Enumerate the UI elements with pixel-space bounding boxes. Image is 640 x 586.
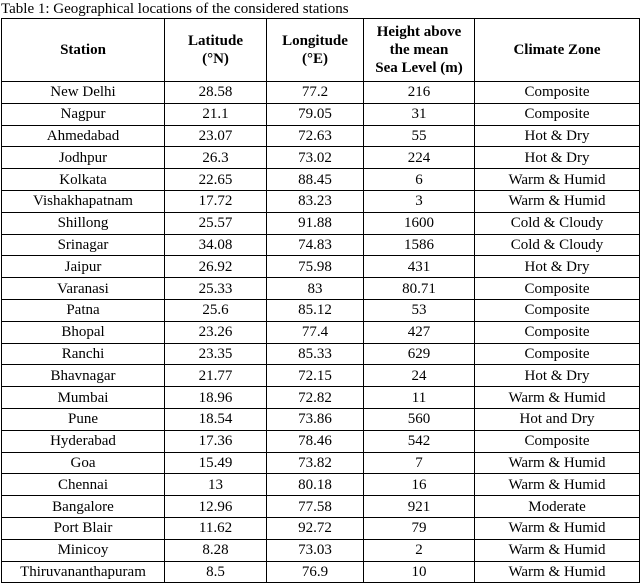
climate-zone-cell: Warm & Humid [475, 387, 640, 409]
latitude-cell: 8.28 [165, 539, 267, 561]
latitude-cell: 25.6 [165, 299, 267, 321]
longitude-cell: 78.46 [267, 430, 364, 452]
height-cell: 427 [364, 321, 475, 343]
column-header-line: Climate Zone [513, 42, 601, 58]
latitude-cell: 22.65 [165, 169, 267, 191]
table-row [2, 517, 640, 539]
height-cell: 80.71 [364, 278, 475, 300]
station-cell: Srinagar [2, 234, 165, 256]
latitude-cell: 21.77 [165, 365, 267, 387]
climate-zone-cell: Warm & Humid [475, 452, 640, 474]
station-cell: Nagpur [2, 103, 165, 125]
climate-zone-cell: Composite [475, 82, 640, 104]
column-header-line: (°E) [302, 51, 328, 67]
latitude-cell: 15.49 [165, 452, 267, 474]
station-cell: Varanasi [2, 278, 165, 300]
longitude-cell: 73.86 [267, 408, 364, 430]
table-row [2, 474, 640, 496]
height-cell: 2 [364, 539, 475, 561]
climate-zone-cell: Hot and Dry [475, 408, 640, 430]
table-row [2, 82, 640, 104]
climate-zone-cell: Composite [475, 278, 640, 300]
table-row [2, 452, 640, 474]
longitude-cell: 83 [267, 278, 364, 300]
height-cell: 921 [364, 496, 475, 518]
height-cell: 1600 [364, 212, 475, 234]
longitude-cell: 72.63 [267, 125, 364, 147]
longitude-cell: 72.15 [267, 365, 364, 387]
station-cell: Ranchi [2, 343, 165, 365]
table-row [2, 365, 640, 387]
latitude-cell: 25.57 [165, 212, 267, 234]
height-cell: 6 [364, 169, 475, 191]
climate-zone-cell: Moderate [475, 496, 640, 518]
climate-zone-cell: Warm & Humid [475, 474, 640, 496]
station-cell: Minicoy [2, 539, 165, 561]
longitude-cell: 73.03 [267, 539, 364, 561]
climate-zone-cell: Warm & Humid [475, 561, 640, 583]
column-header-line: Sea Level (m) [375, 60, 463, 76]
column-header-height [364, 19, 475, 82]
height-cell: 24 [364, 365, 475, 387]
table-row [2, 321, 640, 343]
climate-zone-cell: Cold & Cloudy [475, 234, 640, 256]
longitude-cell: 92.72 [267, 517, 364, 539]
longitude-cell: 73.82 [267, 452, 364, 474]
height-cell: 431 [364, 256, 475, 278]
latitude-cell: 26.3 [165, 147, 267, 169]
height-cell: 11 [364, 387, 475, 409]
table-row [2, 169, 640, 191]
table-row [2, 387, 640, 409]
climate-zone-cell: Hot & Dry [475, 125, 640, 147]
height-cell: 7 [364, 452, 475, 474]
latitude-cell: 23.26 [165, 321, 267, 343]
climate-zone-cell: Hot & Dry [475, 256, 640, 278]
longitude-cell: 85.33 [267, 343, 364, 365]
table-row [2, 430, 640, 452]
longitude-cell: 72.82 [267, 387, 364, 409]
latitude-cell: 25.33 [165, 278, 267, 300]
climate-zone-cell: Composite [475, 321, 640, 343]
height-cell: 79 [364, 517, 475, 539]
latitude-cell: 17.72 [165, 190, 267, 212]
latitude-cell: 11.62 [165, 517, 267, 539]
table-row [2, 539, 640, 561]
longitude-cell: 85.12 [267, 299, 364, 321]
latitude-cell: 26.92 [165, 256, 267, 278]
longitude-cell: 77.4 [267, 321, 364, 343]
longitude-cell: 88.45 [267, 169, 364, 191]
station-cell: Bhavnagar [2, 365, 165, 387]
latitude-cell: 34.08 [165, 234, 267, 256]
station-cell: New Delhi [2, 82, 165, 104]
header-row [2, 19, 640, 82]
stations-table [1, 18, 640, 583]
climate-zone-cell: Warm & Humid [475, 517, 640, 539]
station-cell: Port Blair [2, 517, 165, 539]
table-body [2, 82, 640, 583]
column-header-line: (°N) [202, 51, 229, 67]
height-cell: 3 [364, 190, 475, 212]
station-cell: Bangalore [2, 496, 165, 518]
latitude-cell: 18.54 [165, 408, 267, 430]
latitude-cell: 8.5 [165, 561, 267, 583]
table-row [2, 299, 640, 321]
climate-zone-cell: Hot & Dry [475, 365, 640, 387]
latitude-cell: 12.96 [165, 496, 267, 518]
climate-zone-cell: Warm & Humid [475, 190, 640, 212]
height-cell: 31 [364, 103, 475, 125]
column-header-line: Height above [376, 24, 462, 40]
climate-zone-cell: Composite [475, 299, 640, 321]
table-row [2, 256, 640, 278]
latitude-cell: 28.58 [165, 82, 267, 104]
station-cell: Patna [2, 299, 165, 321]
station-cell: Kolkata [2, 169, 165, 191]
longitude-cell: 77.58 [267, 496, 364, 518]
station-cell: Bhopal [2, 321, 165, 343]
station-cell: Pune [2, 408, 165, 430]
climate-zone-cell: Warm & Humid [475, 539, 640, 561]
longitude-cell: 80.18 [267, 474, 364, 496]
table-row [2, 561, 640, 583]
height-cell: 1586 [364, 234, 475, 256]
table-row [2, 212, 640, 234]
station-cell: Vishakhapatnam [2, 190, 165, 212]
latitude-cell: 21.1 [165, 103, 267, 125]
table-row [2, 190, 640, 212]
latitude-cell: 18.96 [165, 387, 267, 409]
height-cell: 16 [364, 474, 475, 496]
height-cell: 10 [364, 561, 475, 583]
longitude-cell: 73.02 [267, 147, 364, 169]
longitude-cell: 91.88 [267, 212, 364, 234]
height-cell: 216 [364, 82, 475, 104]
height-cell: 560 [364, 408, 475, 430]
longitude-cell: 76.9 [267, 561, 364, 583]
height-cell: 542 [364, 430, 475, 452]
longitude-cell: 74.83 [267, 234, 364, 256]
climate-zone-cell: Composite [475, 343, 640, 365]
height-cell: 629 [364, 343, 475, 365]
column-header-station [2, 19, 165, 82]
climate-zone-cell: Composite [475, 430, 640, 452]
table-row [2, 408, 640, 430]
table-row [2, 278, 640, 300]
station-cell: Shillong [2, 212, 165, 234]
climate-zone-cell: Composite [475, 103, 640, 125]
station-cell: Mumbai [2, 387, 165, 409]
station-cell: Goa [2, 452, 165, 474]
climate-zone-cell: Warm & Humid [475, 169, 640, 191]
latitude-cell: 17.36 [165, 430, 267, 452]
climate-zone-cell: Hot & Dry [475, 147, 640, 169]
column-header-line: Latitude [187, 33, 243, 49]
column-header-line: Station [60, 42, 106, 58]
climate-zone-cell: Cold & Cloudy [475, 212, 640, 234]
column-header-climate-zone [475, 19, 640, 82]
latitude-cell: 23.07 [165, 125, 267, 147]
height-cell: 224 [364, 147, 475, 169]
station-cell: Jaipur [2, 256, 165, 278]
height-cell: 53 [364, 299, 475, 321]
column-header-line: Longitude [282, 33, 348, 49]
station-cell: Ahmedabad [2, 125, 165, 147]
table-caption: Table 1: Geographical locations of the considered stations [1, 1, 349, 17]
table-row [2, 125, 640, 147]
station-cell: Thiruvananthapuram [2, 561, 165, 583]
longitude-cell: 75.98 [267, 256, 364, 278]
longitude-cell: 77.2 [267, 82, 364, 104]
station-cell: Jodhpur [2, 147, 165, 169]
table-row [2, 234, 640, 256]
table-row [2, 147, 640, 169]
height-cell: 55 [364, 125, 475, 147]
column-header-line: the mean [389, 42, 449, 58]
table-row [2, 103, 640, 125]
latitude-cell: 23.35 [165, 343, 267, 365]
column-header-longitude [267, 19, 364, 82]
table-row [2, 343, 640, 365]
column-header-latitude [165, 19, 267, 82]
table-row [2, 496, 640, 518]
longitude-cell: 79.05 [267, 103, 364, 125]
station-cell: Chennai [2, 474, 165, 496]
longitude-cell: 83.23 [267, 190, 364, 212]
latitude-cell: 13 [165, 474, 267, 496]
station-cell: Hyderabad [2, 430, 165, 452]
